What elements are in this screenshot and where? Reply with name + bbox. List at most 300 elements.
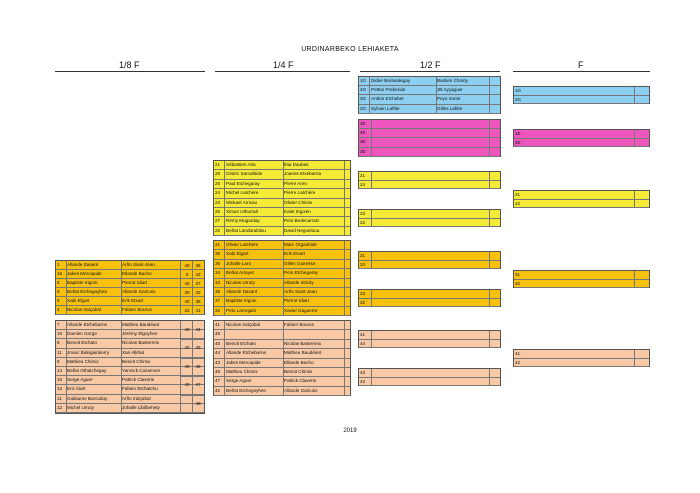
seed-number: 48 bbox=[215, 331, 221, 337]
seed-number: 36 bbox=[215, 289, 221, 294]
seed-number: 1G bbox=[360, 78, 367, 83]
column-divider bbox=[489, 210, 490, 226]
table-row bbox=[359, 331, 500, 340]
player-one-name: Xabi Elgart bbox=[226, 251, 249, 257]
round-line-qf bbox=[215, 71, 350, 72]
seed-number: 31 bbox=[515, 272, 521, 277]
player-one-name: Allande Davant bbox=[67, 262, 99, 267]
player-one-name: Serge Aguer bbox=[67, 377, 93, 383]
seed-number: 21 bbox=[515, 192, 521, 197]
match-score: 40 bbox=[184, 363, 190, 369]
table-row bbox=[214, 321, 350, 330]
player-two-name: Olivier Chimix bbox=[284, 199, 313, 205]
table-row bbox=[359, 105, 500, 114]
column-divider bbox=[489, 172, 490, 188]
column-divider bbox=[489, 120, 490, 156]
player-one-name: Guilaume Burcuduy bbox=[67, 395, 108, 401]
table-row bbox=[359, 129, 500, 138]
table-row bbox=[359, 95, 500, 104]
seed-number: 10 bbox=[57, 331, 63, 337]
round-header-final: F bbox=[578, 60, 584, 70]
table-row bbox=[214, 288, 350, 297]
seed-number: 1E bbox=[515, 131, 521, 136]
table-row bbox=[359, 340, 500, 349]
round-header-r16: 1/8 F bbox=[119, 60, 140, 70]
sf-block-pink bbox=[358, 119, 501, 157]
player-two-name: Arño Iratçabal bbox=[122, 395, 151, 401]
table-row bbox=[214, 241, 350, 250]
match-score: 40 bbox=[184, 327, 190, 332]
table-row bbox=[359, 210, 500, 219]
player-one-name: Didier Berasategay bbox=[371, 78, 411, 83]
seed-number: 5 bbox=[57, 298, 60, 303]
seed-number: 28 bbox=[215, 171, 221, 177]
sf-block-yellow-2 bbox=[358, 209, 501, 227]
seed-number: 16 bbox=[57, 271, 63, 276]
winner-seed: 45 bbox=[195, 345, 201, 351]
table-row bbox=[214, 279, 350, 288]
table-row bbox=[514, 87, 649, 96]
column-divider bbox=[344, 161, 345, 235]
table-row bbox=[214, 227, 350, 236]
winner-seed: 36 bbox=[195, 262, 201, 268]
seed-number: 35 bbox=[215, 260, 221, 266]
winner-seed: 47 bbox=[195, 382, 201, 388]
sf-block-orange-1 bbox=[358, 251, 501, 269]
seed-number: 32 bbox=[360, 299, 366, 305]
column-divider bbox=[283, 321, 284, 395]
table-row bbox=[359, 261, 500, 270]
column-divider bbox=[371, 172, 372, 188]
player-two-name: JB Ayçaguer bbox=[437, 87, 463, 93]
seed-number: 33 bbox=[215, 279, 221, 285]
round-line-sf bbox=[360, 71, 500, 72]
seed-number: 8 bbox=[57, 340, 60, 346]
player-two-name: Peyo Irume bbox=[437, 96, 461, 102]
seed-number: 42 bbox=[215, 387, 221, 393]
player-two-name: Ibai Daubas bbox=[284, 162, 309, 167]
table-row bbox=[214, 170, 350, 179]
table-row bbox=[56, 404, 204, 413]
table-row bbox=[359, 138, 500, 147]
player-one-name: Eric Iriart bbox=[67, 386, 86, 392]
player-one-name: Olivier Latchère bbox=[226, 242, 259, 247]
seed-number: 44 bbox=[215, 350, 221, 356]
column-divider bbox=[224, 161, 225, 235]
table-row bbox=[359, 378, 500, 387]
player-one-name: Allande Etchebarne bbox=[67, 322, 108, 327]
seed-number: 13 bbox=[57, 386, 63, 392]
match-score: 40 bbox=[184, 262, 190, 268]
player-one-name: Jmarc Bidegainberry bbox=[67, 349, 110, 355]
player-two-name: Arño Saint-Jean bbox=[122, 262, 155, 267]
table-row bbox=[359, 252, 500, 261]
seed-number: 24 bbox=[215, 190, 221, 196]
player-two-name: Allande Garicoix bbox=[284, 387, 318, 393]
table-row bbox=[214, 260, 350, 269]
column-divider bbox=[634, 271, 635, 287]
player-one-name: Sébastien Arla bbox=[226, 162, 256, 167]
sf-block-blue bbox=[358, 76, 501, 114]
column-divider bbox=[634, 87, 635, 103]
player-two-name bbox=[284, 330, 344, 338]
seed-number: 32 bbox=[215, 307, 221, 313]
player-two-name: Benoit Chimix bbox=[284, 369, 313, 374]
seed-number: 22 bbox=[515, 200, 521, 206]
winner-seed: 42 bbox=[195, 289, 201, 295]
player-two-name: Fabien Bourus bbox=[122, 307, 152, 312]
player-one-name: Peïo Larregain bbox=[226, 307, 257, 313]
seed-number: 34 bbox=[360, 261, 366, 267]
column-divider bbox=[371, 252, 372, 268]
winner-seed: 46 bbox=[195, 363, 201, 369]
seed-number: 2G bbox=[515, 96, 522, 102]
seed-number: 27 bbox=[215, 218, 221, 224]
column-divider bbox=[344, 241, 345, 315]
table-row bbox=[214, 387, 350, 396]
table-row bbox=[514, 96, 649, 105]
player-one-name: Beñat Etchegoyhen bbox=[226, 387, 267, 393]
seed-number: 37 bbox=[215, 298, 221, 304]
column-divider bbox=[180, 321, 181, 413]
player-two-name: Peïo Etchegaray bbox=[284, 270, 318, 276]
table-row bbox=[214, 250, 350, 259]
seed-number: 2E bbox=[515, 139, 521, 145]
seed-number: 11 bbox=[57, 349, 62, 355]
player-two-name: Jérémy Elgoyhen bbox=[122, 331, 158, 337]
player-one-name: Beñat Landarabilou bbox=[226, 227, 266, 233]
player-two-name: Ellande Bacho bbox=[284, 359, 314, 365]
column-divider bbox=[371, 210, 372, 226]
player-two-name: Erik Etxart bbox=[122, 298, 144, 303]
qf-block-peach bbox=[213, 320, 351, 396]
column-divider bbox=[121, 321, 122, 413]
player-one-name: Mickael Arricau bbox=[226, 199, 258, 205]
player-two-name: Gilles Lafitte bbox=[437, 105, 463, 111]
seed-number: 41 bbox=[360, 332, 366, 337]
table-row bbox=[359, 219, 500, 228]
seed-number: 46 bbox=[215, 369, 221, 374]
player-two-name: Benoit Chimix bbox=[122, 358, 151, 364]
table-row bbox=[214, 199, 350, 208]
table-row bbox=[214, 330, 350, 339]
seed-number: 3G bbox=[360, 96, 367, 102]
seed-number: 33 bbox=[360, 291, 366, 296]
column-divider bbox=[180, 261, 181, 314]
player-one-name: Benoit Etchato bbox=[226, 340, 256, 346]
seed-number: 43 bbox=[360, 370, 366, 375]
seed-number: 31 bbox=[360, 253, 366, 258]
match-score: 40 bbox=[184, 280, 190, 286]
player-two-name: Mathieu Baudéant bbox=[122, 322, 160, 327]
table-row bbox=[359, 86, 500, 95]
player-two-name: Marc Organbide bbox=[284, 242, 317, 247]
player-two-name: Johalle Libilbehety bbox=[122, 404, 160, 410]
player-two-name: Fabien Bourus bbox=[284, 322, 314, 327]
seed-number: 25 bbox=[215, 180, 221, 186]
column-divider bbox=[436, 77, 437, 113]
sf-block-peach-1 bbox=[358, 330, 501, 348]
table-row bbox=[514, 200, 649, 209]
player-one-name: Sylvain Lafitte bbox=[371, 105, 400, 111]
player-two-name: Xan Alkhat bbox=[122, 349, 144, 355]
player-one-name: Jakes Mercapide bbox=[226, 359, 261, 365]
player-one-name: Ximun Uthurralt bbox=[226, 209, 258, 214]
table-row bbox=[214, 217, 350, 226]
seed-number: 26 bbox=[215, 209, 221, 214]
column-divider bbox=[283, 241, 284, 315]
table-row bbox=[359, 120, 500, 129]
table-row bbox=[359, 299, 500, 308]
column-divider bbox=[344, 321, 345, 395]
seed-number: 11 bbox=[57, 395, 62, 401]
winner-seed: 44 bbox=[195, 327, 201, 332]
column-divider bbox=[371, 120, 372, 156]
player-one-name: Nicolas Urruty bbox=[226, 279, 255, 285]
table-row bbox=[214, 368, 350, 377]
r16-block-b bbox=[55, 320, 205, 414]
player-one-name: Benoit Etchato bbox=[67, 340, 97, 346]
seed-number: 24 bbox=[360, 181, 366, 187]
table-row bbox=[514, 191, 649, 200]
column-divider bbox=[489, 331, 490, 347]
player-two-name: Xavier Daguerre bbox=[284, 307, 318, 313]
seed-number: 7 bbox=[57, 322, 60, 327]
sf-block-peach-2 bbox=[358, 368, 501, 386]
pair-divider bbox=[180, 395, 204, 396]
match-score: 40 bbox=[184, 345, 190, 351]
column-divider bbox=[489, 252, 490, 268]
seed-number: 2E bbox=[360, 148, 366, 154]
table-row bbox=[514, 271, 649, 280]
player-two-name: Fabien Etchatchu bbox=[122, 386, 158, 392]
winner-seed: 41 bbox=[195, 307, 201, 313]
column-divider bbox=[369, 77, 370, 113]
seed-number: 9 bbox=[57, 358, 60, 364]
winner-seed: 37 bbox=[195, 280, 201, 286]
table-row bbox=[214, 180, 350, 189]
column-divider bbox=[634, 350, 635, 366]
player-one-name: Beñat Etchegoyhen bbox=[67, 289, 108, 294]
final-block-peach bbox=[513, 349, 650, 367]
seed-number: 44 bbox=[360, 340, 366, 346]
table-row bbox=[359, 148, 500, 157]
seed-number: 1E bbox=[360, 121, 366, 126]
table-row bbox=[514, 139, 649, 148]
table-row bbox=[514, 359, 649, 368]
player-two-name: Nicolas Basterreix bbox=[284, 340, 322, 346]
column-divider bbox=[121, 261, 122, 314]
column-divider bbox=[489, 369, 490, 385]
seed-number: 41 bbox=[515, 351, 521, 356]
table-row bbox=[214, 297, 350, 306]
page-title: URDINARBEKO LEHIAKETA bbox=[301, 46, 399, 53]
qf-block-orange bbox=[213, 240, 351, 316]
player-two-name: Gillen Guiresse bbox=[284, 260, 316, 266]
table-row bbox=[214, 377, 350, 386]
player-two-name: Ellande Bacho bbox=[122, 271, 152, 276]
column-divider bbox=[224, 321, 225, 395]
pair-divider bbox=[180, 358, 204, 359]
seed-number: 4G bbox=[360, 87, 367, 93]
seed-number: 14 bbox=[57, 368, 63, 373]
match-score: 30 bbox=[184, 289, 190, 295]
column-divider bbox=[489, 77, 490, 113]
sf-block-yellow-1 bbox=[358, 171, 501, 189]
seed-number: 45 bbox=[215, 340, 221, 346]
seed-number: 41 bbox=[215, 322, 221, 327]
seed-number: 4E bbox=[360, 130, 366, 136]
table-row bbox=[359, 369, 500, 378]
column-divider bbox=[371, 290, 372, 306]
column-divider bbox=[371, 331, 372, 347]
player-one-name: Baptiste Irigoin bbox=[226, 298, 257, 304]
player-one-name: Mathieu Chimix bbox=[226, 369, 258, 374]
seed-number: 22 bbox=[215, 227, 221, 233]
player-two-name: Kaiet Irigoien bbox=[284, 209, 311, 214]
year-label: 2019 bbox=[343, 428, 357, 434]
player-one-name: Serge Aguer bbox=[226, 378, 252, 384]
match-score: 40 bbox=[184, 298, 190, 304]
player-one-name: Johalle Laro bbox=[226, 260, 252, 266]
seed-number: 38 bbox=[215, 251, 221, 257]
player-one-name: Damien Gorge bbox=[67, 331, 97, 337]
seed-number: 10 bbox=[57, 377, 63, 383]
round-header-sf: 1/2 F bbox=[420, 60, 441, 70]
column-divider bbox=[224, 241, 225, 315]
seed-number: 3E bbox=[360, 139, 366, 145]
player-two-name: Mathieu Baudéant bbox=[284, 350, 322, 356]
seed-number: 1 bbox=[57, 262, 60, 267]
table-row bbox=[214, 349, 350, 358]
column-divider bbox=[489, 290, 490, 306]
qf-block-yellow bbox=[213, 160, 351, 236]
table-row bbox=[214, 359, 350, 368]
seed-number: 21 bbox=[360, 173, 366, 178]
table-row bbox=[514, 350, 649, 359]
round-header-qf: 1/4 F bbox=[273, 60, 294, 70]
pair-divider bbox=[180, 339, 204, 340]
round-line-r16 bbox=[55, 71, 205, 72]
player-one-name: Michel Latchère bbox=[226, 190, 259, 196]
player-two-name: Joanes Etxebarria bbox=[284, 171, 322, 177]
column-divider bbox=[634, 191, 635, 207]
seed-number: 12 bbox=[57, 404, 63, 410]
seed-number: 8 bbox=[57, 280, 60, 285]
player-one-name: Pettan Prebende bbox=[371, 87, 406, 93]
seed-number: 1G bbox=[515, 88, 522, 93]
player-two-name: Allande Iriticity bbox=[284, 279, 314, 285]
table-row bbox=[359, 290, 500, 299]
player-two-name: Patrick Claverie bbox=[284, 378, 317, 384]
table-row bbox=[214, 189, 350, 198]
player-two-name: Pierre Aren bbox=[284, 180, 307, 186]
player-two-name: Yannick Cazamore bbox=[122, 368, 161, 373]
pair-divider bbox=[180, 376, 204, 377]
player-one-name: Rémy Mugarday bbox=[226, 218, 260, 224]
player-two-name: Allande Garicoix bbox=[122, 289, 156, 294]
seed-number: 4 bbox=[57, 307, 60, 312]
seed-number: 34 bbox=[215, 270, 221, 276]
sf-block-orange-2 bbox=[358, 289, 501, 307]
seed-number: 9 bbox=[57, 289, 60, 294]
player-two-name: Bastien Christy bbox=[437, 78, 468, 83]
match-score: 0 bbox=[185, 271, 189, 277]
winner-seed: 43 bbox=[195, 271, 201, 277]
table-row bbox=[514, 130, 649, 139]
match-score: 40 bbox=[184, 382, 190, 388]
seed-number: 23 bbox=[215, 199, 221, 205]
seed-number: 21 bbox=[215, 162, 221, 167]
seed-number: 43 bbox=[215, 359, 221, 365]
player-one-name: Paul Etchegaray bbox=[226, 180, 260, 186]
column-divider bbox=[192, 261, 193, 314]
table-row bbox=[359, 181, 500, 190]
seed-number: 22 bbox=[360, 219, 366, 225]
player-one-name: Michel Urruty bbox=[67, 404, 95, 410]
player-one-name: Antton Etcheber bbox=[371, 96, 404, 102]
column-divider bbox=[66, 321, 67, 413]
column-divider bbox=[371, 369, 372, 385]
final-block-yellow bbox=[513, 190, 650, 208]
player-one-name: Jakes Mercapide bbox=[67, 271, 102, 276]
player-one-name: Xabi Elgart bbox=[67, 298, 90, 303]
player-one-name: Beñat Othatchegay bbox=[67, 368, 107, 373]
player-one-name: Allande Davant bbox=[226, 289, 258, 294]
player-one-name: Beñat Arrayet bbox=[226, 270, 254, 276]
final-block-blue bbox=[513, 86, 650, 104]
player-two-name: Pierrot Idiart bbox=[122, 280, 148, 285]
player-two-name: Arño Saint-Jean bbox=[284, 289, 317, 294]
match-score: 22 bbox=[184, 307, 190, 313]
round-line-final bbox=[513, 71, 650, 72]
table-row bbox=[359, 77, 500, 86]
table-row bbox=[214, 208, 350, 217]
player-one-name bbox=[226, 330, 283, 338]
seed-number: 42 bbox=[360, 378, 366, 384]
seed-number: 32 bbox=[515, 280, 521, 286]
player-two-name: Nicolas Basterreix bbox=[122, 340, 160, 346]
table-row bbox=[56, 395, 204, 404]
seed-number: 42 bbox=[515, 359, 521, 365]
player-one-name: Mathieu Chimix bbox=[67, 358, 99, 364]
player-one-name: Nicolas Iratçabal bbox=[226, 322, 260, 327]
seed-number: 47 bbox=[215, 378, 221, 384]
column-divider bbox=[66, 261, 67, 314]
table-row bbox=[514, 280, 649, 289]
r16-block-a bbox=[55, 260, 205, 315]
player-one-name: Allande Etchebarne bbox=[226, 350, 267, 356]
player-one-name: Nicolas Iratçabal bbox=[67, 307, 101, 312]
player-two-name: Erik Etxart bbox=[284, 251, 306, 257]
player-two-name: Peio Bedecarratz bbox=[284, 218, 320, 224]
player-two-name: Pierre Latchère bbox=[284, 190, 316, 196]
table-row bbox=[214, 340, 350, 349]
player-one-name: Cédric Samalbide bbox=[226, 171, 263, 177]
player-one-name: Baptiste Irigoin bbox=[67, 280, 98, 285]
final-block-orange bbox=[513, 270, 650, 288]
table-row bbox=[214, 307, 350, 316]
seed-number: 23 bbox=[360, 211, 366, 216]
final-block-pink bbox=[513, 129, 650, 147]
winner-seed: 38 bbox=[195, 298, 201, 304]
table-row bbox=[214, 269, 350, 278]
table-row bbox=[214, 161, 350, 170]
table-row bbox=[359, 172, 500, 181]
seed-number: 31 bbox=[215, 242, 221, 247]
winner-seed: 48 bbox=[195, 400, 201, 406]
player-two-name: Pierrot Idiart bbox=[284, 298, 310, 304]
